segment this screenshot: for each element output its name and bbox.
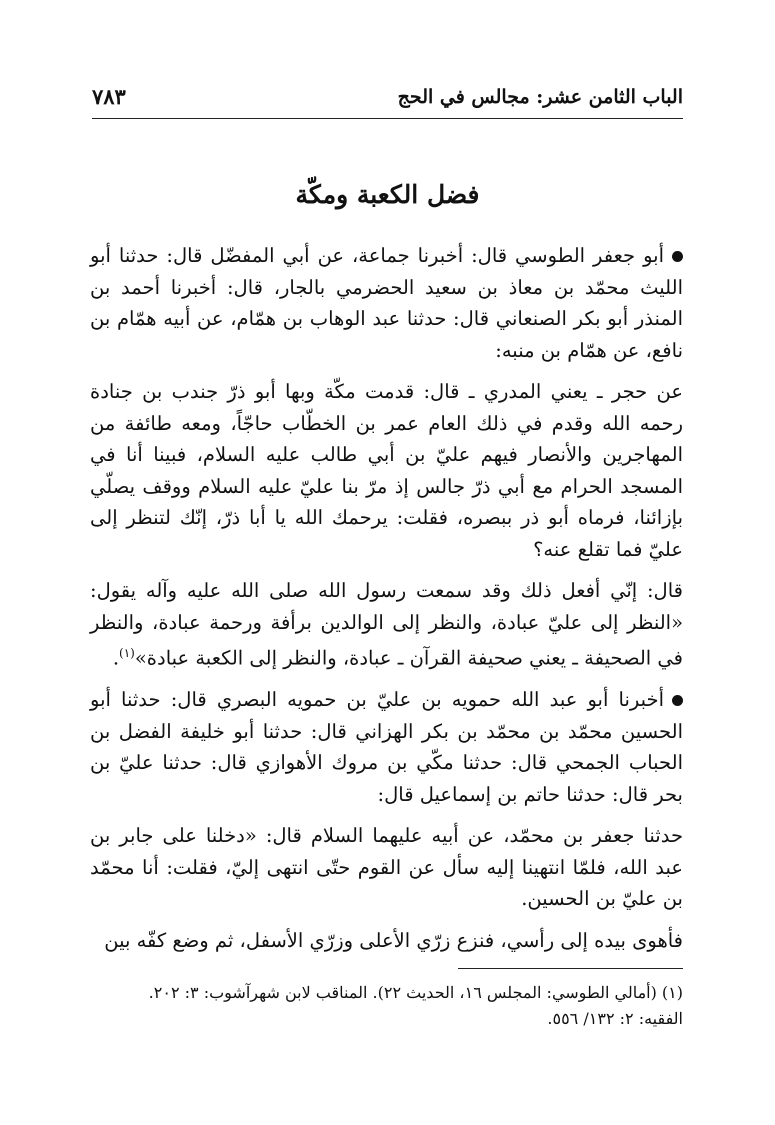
paragraph-1-text: أبو جعفر الطوسي قال: أخبرنا جماعة، عن أبي المفضّل قال: حدثنا أبو الليث محمّد بن معاذ بن سعيد الحضرمي بالجار، قال: أخبرنا أحمد بن المنذر أبو بكر الصنعاني قال: حدثنا عبد الوهاب بن همّام، عن أبيه همّام بن نافع، عن همّام بن منبه: [90,244,683,362]
footnote-reference[interactable]: (١) [119,646,135,660]
section-title: فضل الكعبة ومكّة [295,180,480,209]
paragraph-4 [90,684,683,810]
footnote [90,980,683,1032]
bullet-icon [672,251,683,262]
paragraph-5: حدثنا جعفر بن محمّد، عن أبيه عليهما السلام قال: «دخلنا على جابر بن عبد الله، فلمّا انتهينا إليه سأل عن القوم حتّى انتهى إليّ، فقلت: أنا محمّد بن عليّ بن الحسين. [90,824,683,910]
running-head: الباب الثامن عشر: مجالس في الحج [397,86,683,108]
paragraph-2: عن حجر ـ يعني المدري ـ قال: قدمت مكّة وبها أبو ذرّ جندب بن جنادة رحمه الله وقدم في ذلك العام عمر بن الخطّاب حاجّاً، ومعه طائفة من المهاجرين والأنصار فيهم عليّ بن أبي طالب عليه السلام، فبينا أنا في المسجد الحرام مع أبي ذرّ جالس إذ مرّ بنا عليّ عليه السلام ووقف يصلّي بإزائنا، فرماه أبو ذر ببصره، فقلت: يرحمك الله يا أبا ذرّ، إنّك لتنظر إلى عليّ فما تقلع عنه؟ [90,380,683,561]
page-header [92,82,683,119]
main-text [90,240,683,966]
footnote-divider [458,968,683,969]
paragraph-3-text: قال: إنّي أفعل ذلك وقد سمعت رسول الله صلى الله عليه وآله يقول: «النظر إلى عليّ عبادة، والنظر إلى الوالدين برأفة ورحمة عبادة، والنظر في الصحيفة ـ يعني صحيفة القرآن ـ عبادة، والنظر إلى الكعبة عبادة» [90,579,683,670]
paragraph-6: فأهوى بيده إلى رأسي، فنزع زرّي الأعلى وزرّي الأسفل، ثم وضع كفّه بين [104,928,683,952]
footnote-line-2: الفقيه: ٢: ١٣٢/ ٥٥٦. [547,1009,683,1028]
paragraph-4-text: أخبرنا أبو عبد الله حمويه بن عليّ بن حمويه البصري قال: حدثنا أبو الحسين محمّد بن محمّد بن بكر الهزاني قال: حدثنا أبو خليفة الفضل بن الحباب الجمحي قال: حدثنا مكّي بن مروك الأهوازي قال: حدثنا عليّ بن بحر قال: حدثنا حاتم بن إسماعيل قال: [90,688,683,806]
paragraph-3: قال: إنّي أفعل ذلك وقد سمعت رسول الله صلى الله عليه وآله يقول: «النظر إلى عليّ عبادة، والنظر إلى الوالدين برأفة ورحمة عبادة، والنظر في الصحيفة ـ يعني صحيفة القرآن ـ عبادة، والنظر إلى الكعبة عبادة»$^{(١)}$. [90,579,683,670]
paragraph-1 [90,240,683,366]
page-number: ٧٨٣ [92,84,126,109]
bullet-icon [672,695,683,706]
footnote-line-1: (١) (أمالي الطوسي: المجلس ١٦، الحديث ٢٢). المناقب لابن شهرآشوب: ٣: ٢٠٢. [148,983,683,1002]
